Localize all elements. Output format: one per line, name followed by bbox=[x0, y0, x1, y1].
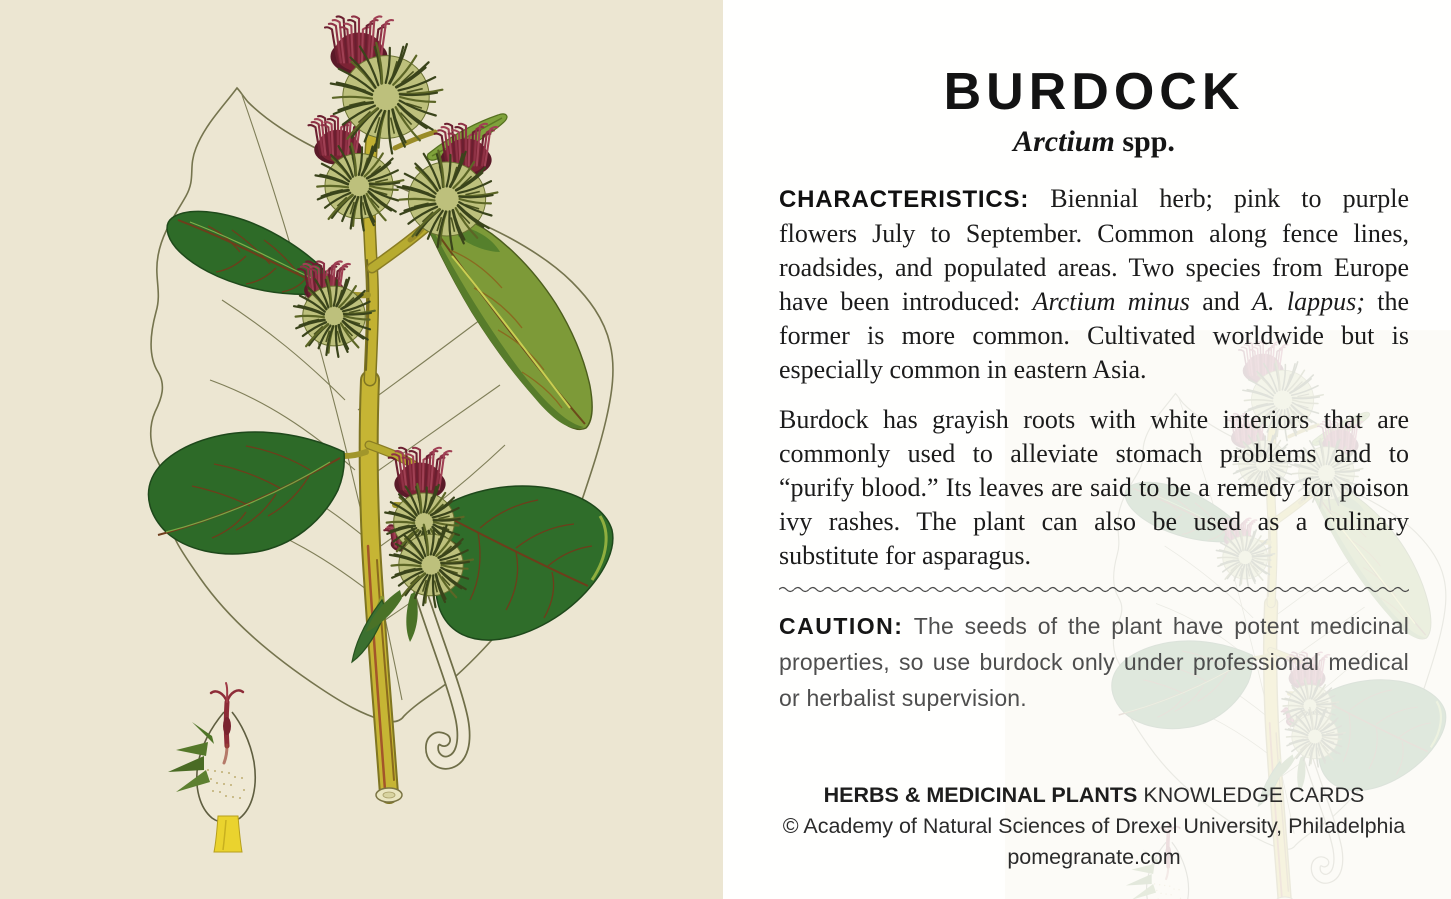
illustration-panel bbox=[0, 0, 723, 899]
caution-paragraph bbox=[779, 608, 1409, 716]
species-name-2: A. lappus; bbox=[1252, 287, 1365, 316]
species-suffix: spp. bbox=[1114, 125, 1175, 158]
caution-text: The seeds of the plant have potent medicinal properties, so use burdock only under professional medical or herbalist supervision. bbox=[779, 613, 1409, 711]
card-content bbox=[723, 0, 1451, 899]
characteristics-paragraph bbox=[779, 182, 1409, 387]
characteristics-text-2: and bbox=[1189, 287, 1253, 316]
website: pomegranate.com bbox=[1007, 845, 1181, 869]
series-suffix: KNOWLEDGE CARDS bbox=[1137, 783, 1365, 807]
description-paragraph: Burdock has grayish roots with white interiors that are commonly used to alleviate stomach problems and to “purify blood.” Its leaves are said to be a remedy for poison ivy rashes. The plant can also be used as a culinary substitute for asparagus. bbox=[779, 405, 1409, 570]
stem-cut-end bbox=[376, 788, 402, 802]
card-footer bbox=[779, 780, 1409, 873]
series-line bbox=[779, 780, 1409, 811]
genus-name: Arctium bbox=[1013, 125, 1115, 158]
copyright-line: © Academy of Natural Sciences of Drexel University, Philadelphia bbox=[782, 814, 1406, 838]
characteristics-label: CHARACTERISTICS: bbox=[779, 186, 1030, 213]
burdock-botanical-illustration bbox=[0, 0, 723, 899]
text-panel bbox=[723, 0, 1451, 899]
species-subtitle bbox=[779, 125, 1409, 158]
page-title: BURDOCK bbox=[943, 63, 1245, 121]
characteristics-text-1: Biennial herb; pink to purple flowers July to September. Common along fence lines, roadsides, and populated areas. Two species from Europe have been introduced: bbox=[779, 184, 1409, 316]
series-title: HERBS & MEDICINAL PLANTS bbox=[823, 783, 1138, 807]
wavy-divider bbox=[779, 585, 1409, 594]
species-name-1: Arctium minus bbox=[1032, 287, 1190, 316]
characteristics-text-3: the former is more common. Cultivated worldwide but is especially common in eastern Asia. bbox=[779, 287, 1410, 384]
caution-label: CAUTION: bbox=[779, 613, 904, 639]
